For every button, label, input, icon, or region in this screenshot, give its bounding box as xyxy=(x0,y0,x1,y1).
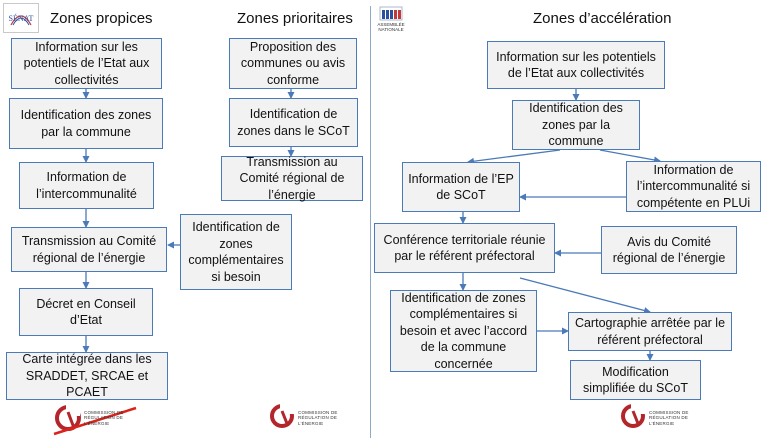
acceleration-info-etat-box: Information sur les potentiels de l’Etat aux collectivités xyxy=(487,41,665,89)
cre-logo-right-label: COMMISSION DE RÉGULATION DE L’ÉNERGIE xyxy=(649,410,689,426)
acceleration-identification-complementaires-box: Identification de zones complémentaires si besoin et avec l’accord de la commune concernée xyxy=(390,290,537,372)
cre-logo-middle-label: COMMISSION DE RÉGULATION DE L’ÉNERGIE xyxy=(298,410,338,426)
acceleration-modification-scot-box: Modification simplifiée du SCoT xyxy=(570,360,701,400)
assemblee-nationale-label: ASSEMBLÉE NATIONALE xyxy=(377,22,405,32)
cre-logo-struck xyxy=(52,402,142,438)
acceleration-conference-box: Conférence territoriale réunie par le référent préfectoral xyxy=(374,223,555,273)
cre-logo-struck-label: COMMISSION DE RÉGULATION DE L’ÉNERGIE xyxy=(84,410,124,426)
propices-decret-box: Décret en Conseil d’Etat xyxy=(19,288,153,336)
prioritaires-proposition-box: Proposition des communes ou avis conforme xyxy=(229,38,357,89)
propices-transmission-comite-box: Transmission au Comité régional de l’énergie xyxy=(11,227,167,272)
acceleration-info-interco-box: Information de l’intercommunalité si compétente en PLUi xyxy=(626,161,761,212)
propices-info-intercommunalite-box: Information de l’intercommunalité xyxy=(19,162,154,209)
cre-logo-middle xyxy=(268,402,350,434)
acceleration-cartographie-box: Cartographie arrêtée par le référent préfectoral xyxy=(568,312,732,351)
header-zones-prioritaires: Zones prioritaires xyxy=(237,10,353,27)
svg-text:SÉNAT: SÉNAT xyxy=(8,14,34,23)
propices-info-etat-box: Information sur les potentiels de l’Etat aux collectivités xyxy=(11,38,162,89)
acceleration-identification-commune-box: Identification des zones par la commune xyxy=(512,100,640,150)
cre-logo-right xyxy=(619,402,701,434)
prioritaires-transmission-comite-box: Transmission au Comité régional de l’énergie xyxy=(221,156,363,201)
acceleration-info-ep-box: Information de l’EP de SCoT xyxy=(402,162,520,212)
header-zones-propices: Zones propices xyxy=(50,10,153,27)
propices-carte-integree-box: Carte intégrée dans les SRADDET, SRCAE et PCAET xyxy=(6,352,168,400)
header-zones-acceleration: Zones d’accélération xyxy=(533,10,672,27)
prioritaires-identification-scot-box: Identification de zones dans le SCoT xyxy=(229,98,358,147)
complementaires-box: Identification de zones complémentaires si besoin xyxy=(180,214,292,290)
acceleration-avis-comite-box: Avis du Comité régional de l’énergie xyxy=(601,226,737,274)
propices-identification-commune-box: Identification des zones par la commune xyxy=(9,98,163,149)
